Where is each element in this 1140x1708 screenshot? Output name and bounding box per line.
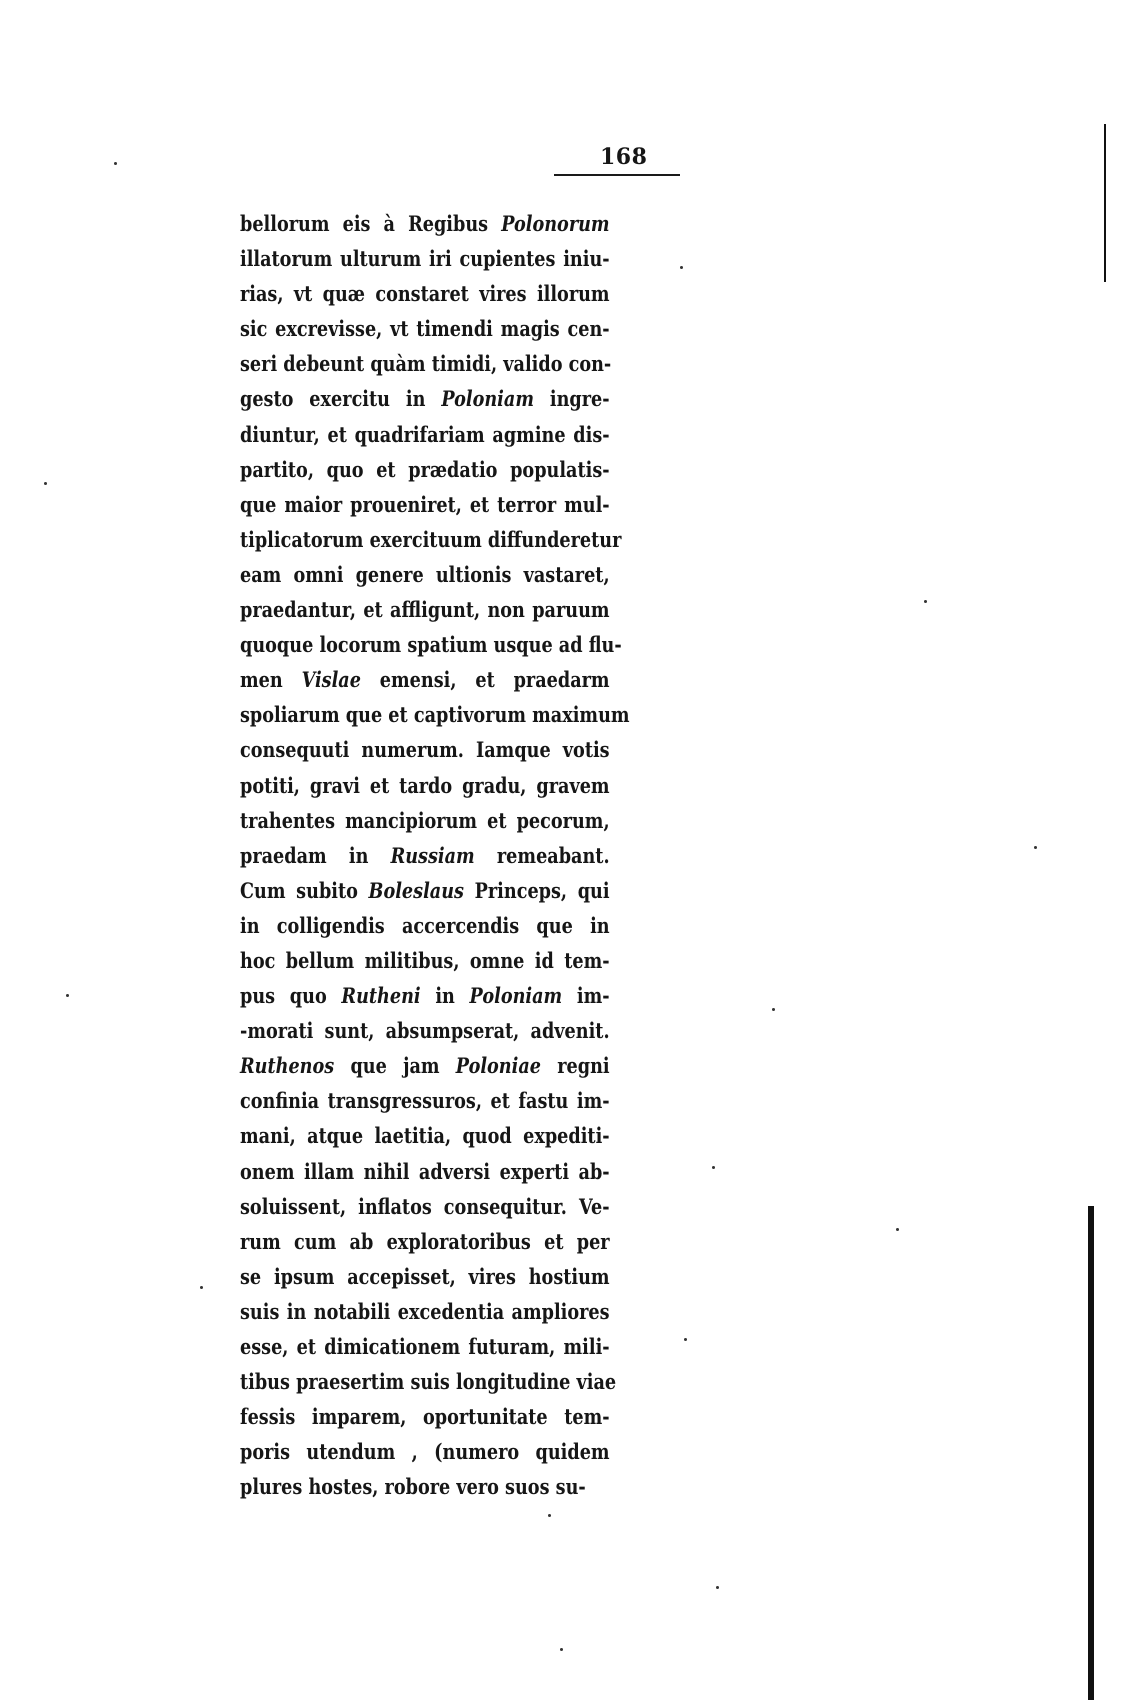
scan-speck: [114, 162, 117, 165]
text-line: [240, 1154, 610, 1189]
text-run: suis in notabili excedentia ampliores: [240, 1298, 610, 1324]
text-line: [240, 1469, 610, 1504]
text-line: [240, 346, 610, 381]
text-line: [240, 1329, 610, 1364]
text-line: [240, 943, 610, 978]
text-line: [240, 311, 610, 346]
text-line: [240, 978, 610, 1013]
text-line: [240, 1224, 610, 1259]
text-line: [240, 557, 610, 592]
scan-speck: [200, 1286, 203, 1289]
italic-name: Poloniam: [469, 983, 563, 1009]
italic-name: Ruthenos: [240, 1053, 335, 1079]
text-run: emensi, et praedarm: [360, 667, 610, 693]
text-line: [240, 873, 610, 908]
text-line: [240, 768, 610, 803]
text-line: [240, 1189, 610, 1224]
text-line: [240, 1294, 610, 1329]
text-line: [240, 381, 610, 416]
text-run: gesto exercitu in: [240, 386, 442, 412]
scan-speck: [66, 994, 69, 997]
text-run: ingre-: [533, 386, 610, 412]
text-line: [240, 276, 610, 311]
text-line: [240, 522, 622, 557]
scan-speck: [772, 1008, 775, 1011]
text-line: [240, 662, 610, 697]
text-run: que maior proueniret, et terror mul-: [240, 491, 610, 517]
text-run: seri debeunt quàm timidi, valido con-: [240, 351, 612, 377]
text-run: sic excrevisse, vt timendi magis cen-: [240, 316, 610, 342]
text-run: onem illam nihil adversi experti ab-: [240, 1158, 610, 1184]
text-run: trahentes mancipiorum et pecorum,: [240, 807, 610, 833]
text-run: regni: [540, 1053, 610, 1079]
italic-name: Polonorum: [501, 211, 610, 236]
text-run: soluissent, inflatos consequitur. Ve-: [240, 1193, 610, 1219]
text-line: [240, 803, 610, 838]
text-line: [240, 452, 610, 487]
text-run: diuntur, et quadrifariam agmine dis-: [240, 421, 610, 447]
text-run: pus quo: [240, 983, 342, 1009]
text-run: in: [420, 983, 470, 1009]
italic-name: Poloniam: [441, 386, 534, 412]
text-run: im-: [562, 983, 610, 1009]
text-run: praedantur, et affligunt, non paruum: [240, 597, 610, 623]
text-run: mani, atque laetitia, quod expediti-: [240, 1123, 610, 1149]
italic-name: Boleslaus: [368, 877, 464, 903]
scan-speck: [44, 482, 47, 485]
scan-speck: [1034, 846, 1037, 849]
scan-speck: [924, 600, 927, 603]
text-line: [240, 908, 610, 943]
text-run: quoque locorum spatium usque ad flu-: [240, 632, 622, 658]
text-run: se ipsum accepisset, vires hostium: [240, 1263, 610, 1289]
text-run: tiplicatorum exercituum diffunderetur: [240, 526, 622, 552]
text-line: [240, 697, 630, 732]
scan-speck: [712, 1166, 715, 1169]
scan-speck: [548, 1514, 551, 1517]
scan-speck: [896, 1228, 899, 1231]
text-line: [240, 1118, 610, 1153]
text-run: in colligendis accercendis que in: [240, 912, 610, 938]
text-line: [240, 487, 610, 522]
text-line: [240, 1013, 610, 1048]
text-run: plures hostes, robore vero suos su-: [240, 1474, 586, 1500]
text-line: [240, 627, 622, 662]
text-run: confinia transgressuros, et fastu im-: [240, 1088, 610, 1114]
text-line: [240, 1364, 617, 1399]
text-line: [240, 206, 610, 241]
text-run: praedam in: [240, 842, 391, 868]
text-run: illatorum ulturum iri cupientes iniu-: [240, 246, 610, 272]
text-line: [240, 838, 610, 873]
text-run: spoliarum que et captivorum maximum: [240, 702, 630, 728]
text-line: [240, 241, 610, 276]
text-run: rias, vt quæ constaret vires illorum: [240, 281, 610, 307]
italic-name: Poloniae: [455, 1053, 541, 1079]
italic-name: Rutheni: [341, 983, 421, 1009]
text-run: men: [240, 667, 302, 693]
italic-name: Vislae: [301, 667, 361, 693]
text-line: [240, 1048, 610, 1083]
text-run: que jam: [334, 1053, 456, 1079]
text-run: Princeps, qui: [463, 877, 610, 903]
text-run: remeabant.: [474, 842, 610, 868]
text-run: bellorum eis à Regibus: [240, 211, 502, 236]
text-line: [240, 1083, 610, 1118]
text-line: [240, 732, 610, 767]
scan-speck: [680, 266, 683, 269]
text-run: partito, quo et prædatio populatis-: [240, 456, 610, 482]
text-run: -morati sunt, absumpserat, advenit.: [240, 1018, 610, 1044]
text-run: Cum subito: [240, 877, 369, 903]
scan-speck: [684, 1338, 687, 1341]
text-run: eam omni genere ultionis vastaret,: [240, 561, 610, 587]
scan-speck: [716, 1586, 719, 1589]
text-run: fessis imparem, oportunitate tem-: [240, 1404, 610, 1430]
text-line: [240, 1259, 610, 1294]
text-run: potiti, gravi et tardo gradu, gravem: [240, 772, 610, 798]
scan-edge-mark-top: [1104, 124, 1106, 282]
text-run: tibus praesertim suis longitudine viae: [240, 1369, 617, 1395]
text-run: poris utendum , (numero quidem: [240, 1439, 610, 1465]
page-number: 168: [600, 144, 648, 170]
scan-edge-mark-bottom: [1088, 1206, 1094, 1700]
text-run: rum cum ab exploratoribus et per: [240, 1228, 610, 1254]
scan-speck: [560, 1648, 563, 1651]
text-line: [240, 592, 610, 627]
italic-name: Russiam: [390, 842, 475, 868]
body-text: [240, 206, 630, 1504]
text-line: [240, 1399, 610, 1434]
text-line: [240, 1434, 610, 1469]
text-run: esse, et dimicationem futuram, mili-: [240, 1334, 610, 1359]
text-line: [240, 417, 610, 452]
page-number-rule: [554, 174, 680, 176]
text-run: consequuti numerum. Iamque votis: [240, 737, 610, 763]
text-run: hoc bellum militibus, omne id tem-: [240, 947, 610, 973]
